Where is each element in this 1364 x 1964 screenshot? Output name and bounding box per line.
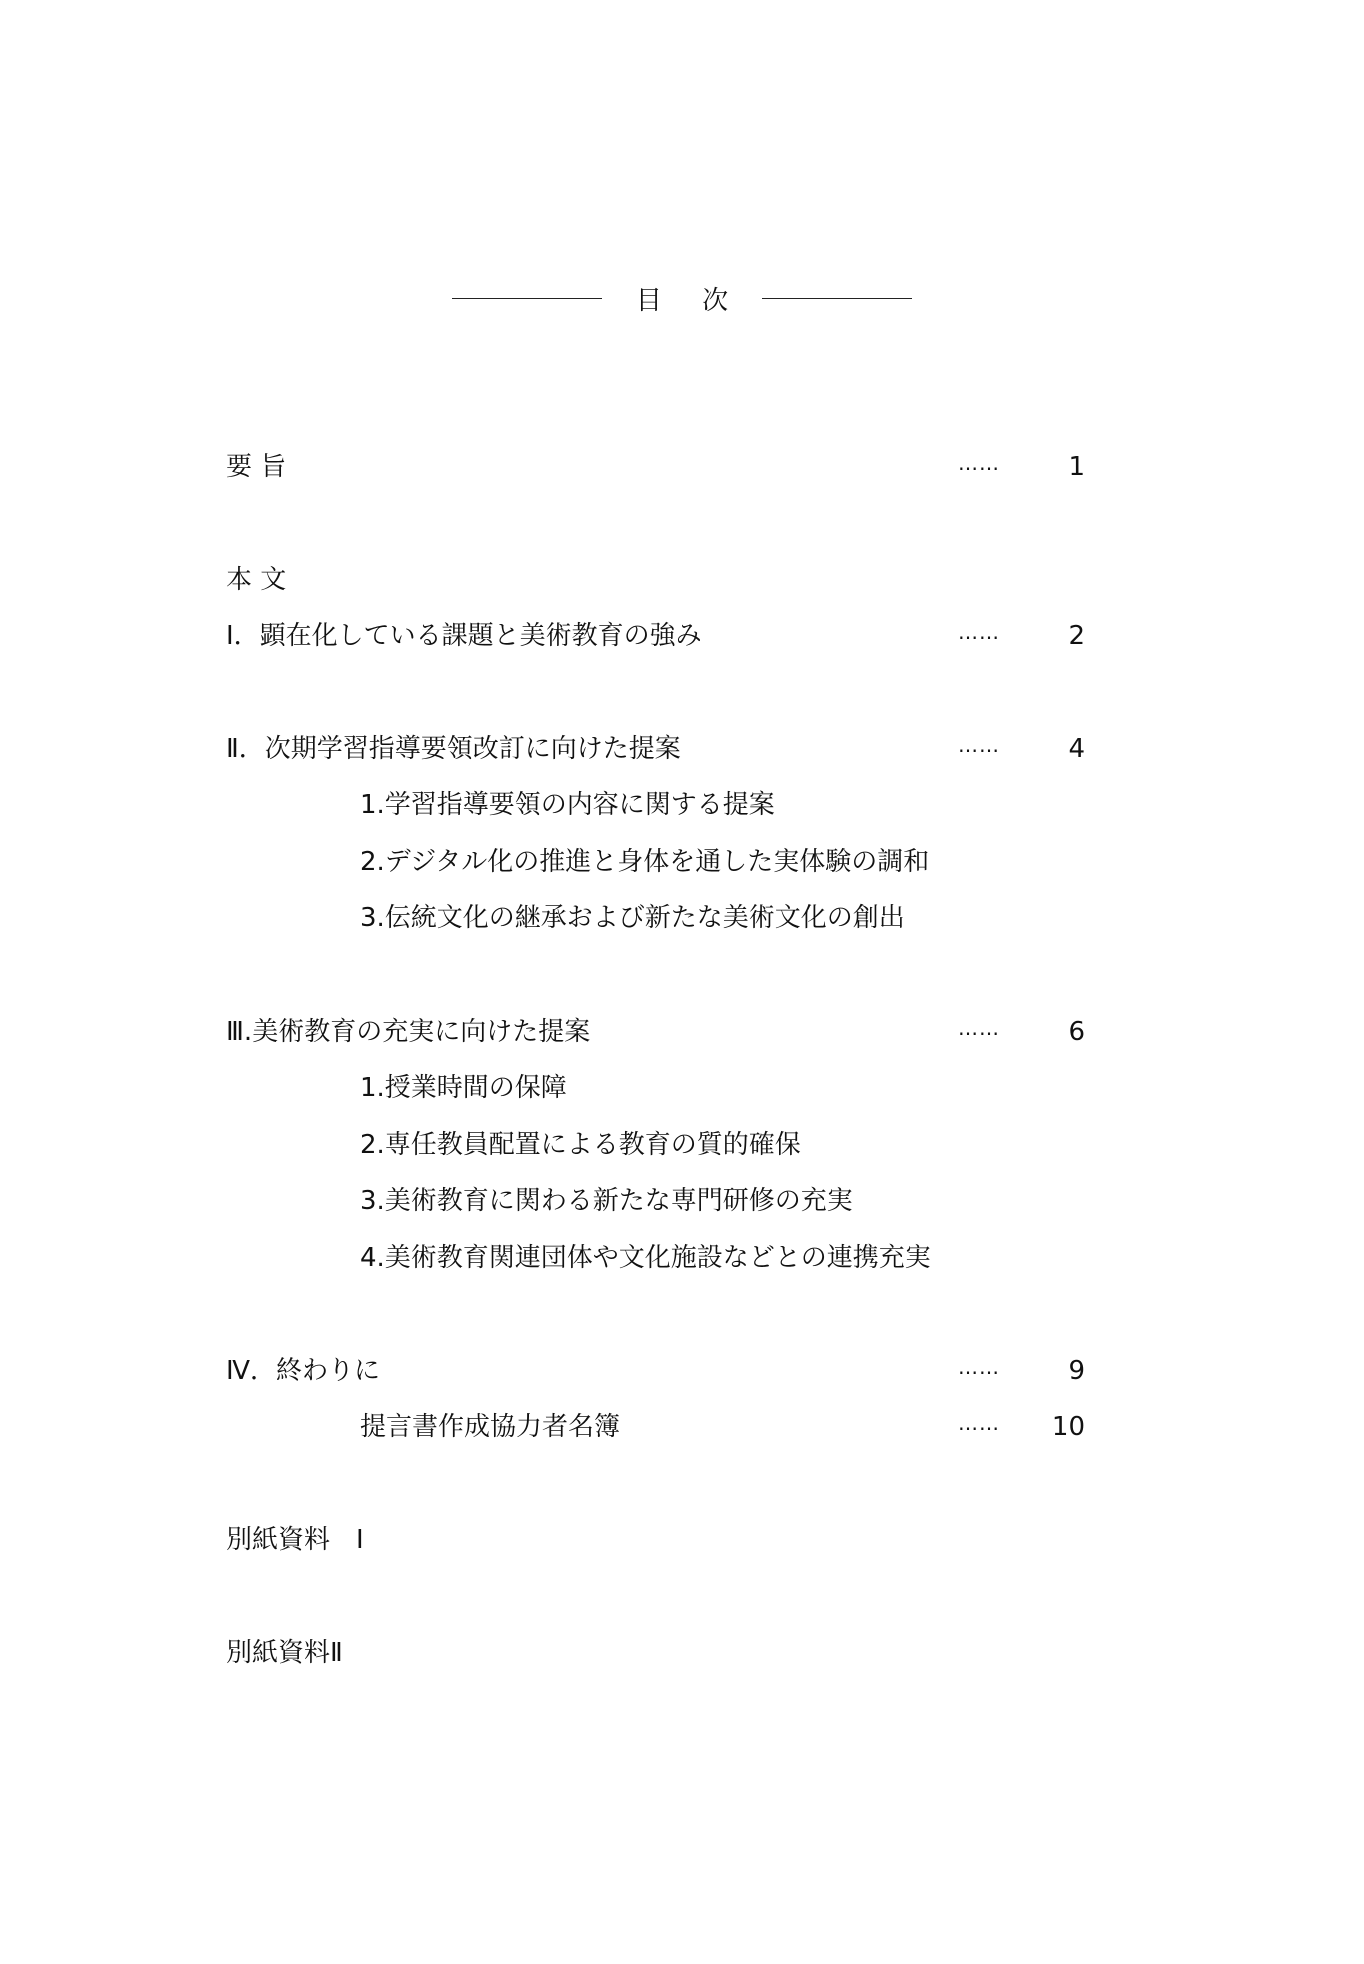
toc-leader-dots: …… [958, 733, 1000, 757]
toc-subentry-label: 2.専任教員配置による教育の質的確保 [360, 1130, 801, 1160]
toc-entry-label: 別紙資料 Ⅰ [226, 1525, 364, 1555]
toc-entry-label: 要 旨 [226, 452, 287, 482]
heading-rule-right [762, 298, 912, 299]
heading-rule-left [452, 298, 602, 299]
toc-page-number: 10 [1051, 1412, 1085, 1442]
toc-page-number: 6 [1068, 1017, 1085, 1047]
toc-entry-label: Ⅰ．顕在化している課題と美術教育の強み [226, 621, 702, 651]
toc-subentry-label: 1.授業時間の保障 [360, 1073, 567, 1103]
toc-entry-label: Ⅲ.美術教育の充実に向けた提案 [226, 1017, 591, 1047]
toc-page-number: 1 [1068, 452, 1085, 482]
toc-heading [0, 278, 1364, 318]
toc-leader-dots: …… [958, 620, 1000, 644]
toc-entry-label: 提言書作成協力者名簿 [360, 1412, 621, 1442]
toc-leader-dots: …… [958, 1355, 1000, 1379]
toc-leader-dots: …… [958, 1016, 1000, 1040]
toc-subentry-label: 3.美術教育に関わる新たな専門研修の充実 [360, 1186, 853, 1216]
toc-subentry-label: 1.学習指導要領の内容に関する提案 [360, 790, 775, 820]
toc-entry-label: 本 文 [226, 565, 287, 595]
toc-subentry-label: 2.デジタル化の推進と身体を通した実体験の調和 [360, 847, 930, 877]
toc-entry-label: 別紙資料Ⅱ [226, 1638, 343, 1668]
toc-entry-label: Ⅳ．終わりに [226, 1356, 380, 1386]
toc-subentry-label: 4.美術教育関連団体や文化施設などとの連携充実 [360, 1243, 931, 1273]
toc-leader-dots: …… [958, 451, 1000, 475]
toc-leader-dots: …… [958, 1411, 1000, 1435]
toc-page-number: 9 [1068, 1356, 1085, 1386]
toc-entry-label: Ⅱ．次期学習指導要領改訂に向けた提案 [226, 734, 681, 764]
toc-page-number: 4 [1068, 734, 1085, 764]
toc-subentry-label: 3.伝統文化の継承および新たな美術文化の創出 [360, 903, 905, 933]
toc-page-number: 2 [1068, 621, 1085, 651]
toc-heading-text: 目 次 [635, 285, 745, 316]
